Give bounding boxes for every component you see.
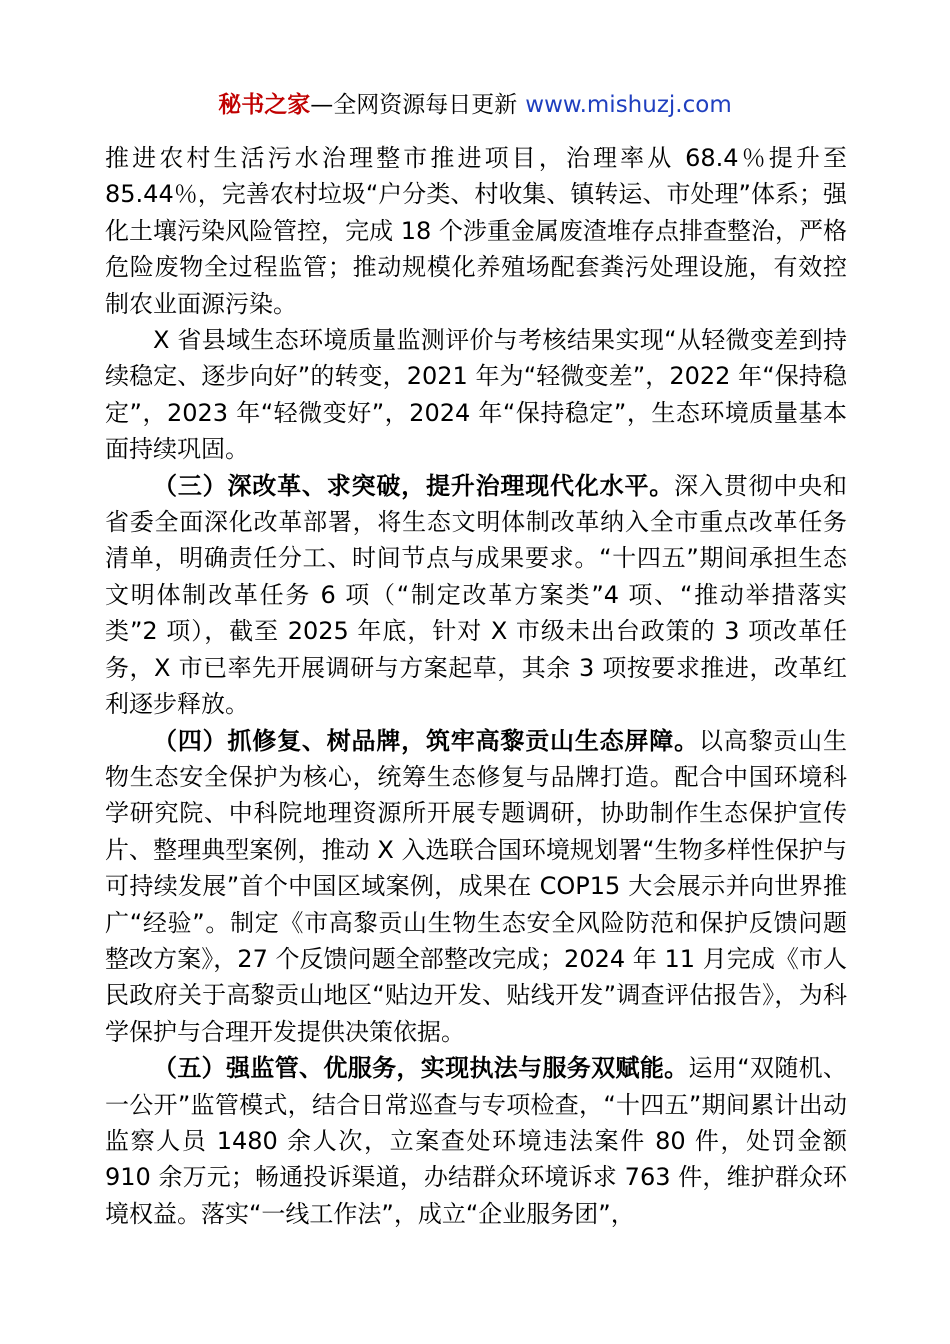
site-brand: 秘书之家 (218, 92, 311, 118)
paragraph-text: 推进农村生活污水治理整市推进项目，治理率从 68.4％提升至 85.44％，完善农村垃圾“户分类、村收集、镇转运、市处理”体系；强化土壤污染风险管控，完成 18 个涉重金属废渣堆存点排查整治，严格危险废物全过程监管；推动规模化养殖场配套粪污处理设施，有效控制农业面源污染。 (105, 144, 847, 318)
section-heading: （五）强监管、优服务，实现执法与服务双赋能。 (153, 1054, 689, 1083)
site-url-link[interactable]: www.mishuzj.com (525, 92, 732, 118)
paragraph-rural-sewage (105, 140, 847, 322)
paragraph-text: X 省县域生态环境质量监测评价与考核结果实现“从轻微变差到持续稳定、逐步向好”的转变，2021 年为“轻微变差”，2022 年“保持稳定”，2023 年“轻微变好”，2024 年“保持稳定”，生态环境质量基本面持续巩固。 (105, 326, 847, 464)
paragraph-reform (105, 468, 847, 723)
paragraph-supervision (105, 1050, 847, 1232)
document-body (105, 140, 847, 1232)
paragraph-gaoligong (105, 723, 847, 1051)
page-header (0, 88, 950, 122)
paragraph-text: 深入贯彻中央和省委全面深化改革部署，将生态文明体制改革纳入全市重点改革任务清单，明确责任分工、时间节点与成果要求。“十四五”期间承担生态文明体制改革任务 6 项（“制定改革方案类”4 项、“推动举措落实类”2 项），截至 2025 年底，针对 X 市级未出台政策的 3 项改革任务，X 市已率先开展调研与方案起草，其余 3 项按要求推进，改革红利逐步释放。 (105, 471, 847, 719)
paragraph-text: 以高黎贡山生物生态安全保护为核心，统筹生态修复与品牌打造。配合中国环境科学研究院、中科院地理资源所开展专题调研，协助制作生态保护宣传片、整理典型案例，推动 X 入选联合国环境规划署“生物多样性保护与可持续发展”首个中国区域案例，成果在 COP15 大会展示并向世界推广“经验”。制定《市高黎贡山生物生态安全风险防范和保护反馈问题整改方案》，27 个反馈问题全部整改完成；2024 年 11 月完成《市人民政府关于高黎贡山地区“贴边开发、贴线开发”调查评估报告》，为科学保护与合理开发提供决策依据。 (105, 726, 848, 1046)
paragraph-text: 运用“双随机、一公开”监管模式，结合日常巡查与专项检查，“十四五”期间累计出动监察人员 1480 余人次，立案查处环境违法案件 80 件，处罚金额 910 余万元；畅通投诉渠道，办结群众环境诉求 763 件，维护群众环境权益。落实“一线工作法”，成立“企业服务团”， (105, 1054, 847, 1228)
section-heading: （三）深改革、求突破，提升治理现代化水平。 (153, 471, 675, 500)
paragraph-county-assessment (105, 322, 847, 468)
site-tagline: —全网资源每日更新 (310, 92, 518, 118)
section-heading: （四）抓修复、树品牌，筑牢高黎贡山生态屏障。 (153, 726, 699, 755)
